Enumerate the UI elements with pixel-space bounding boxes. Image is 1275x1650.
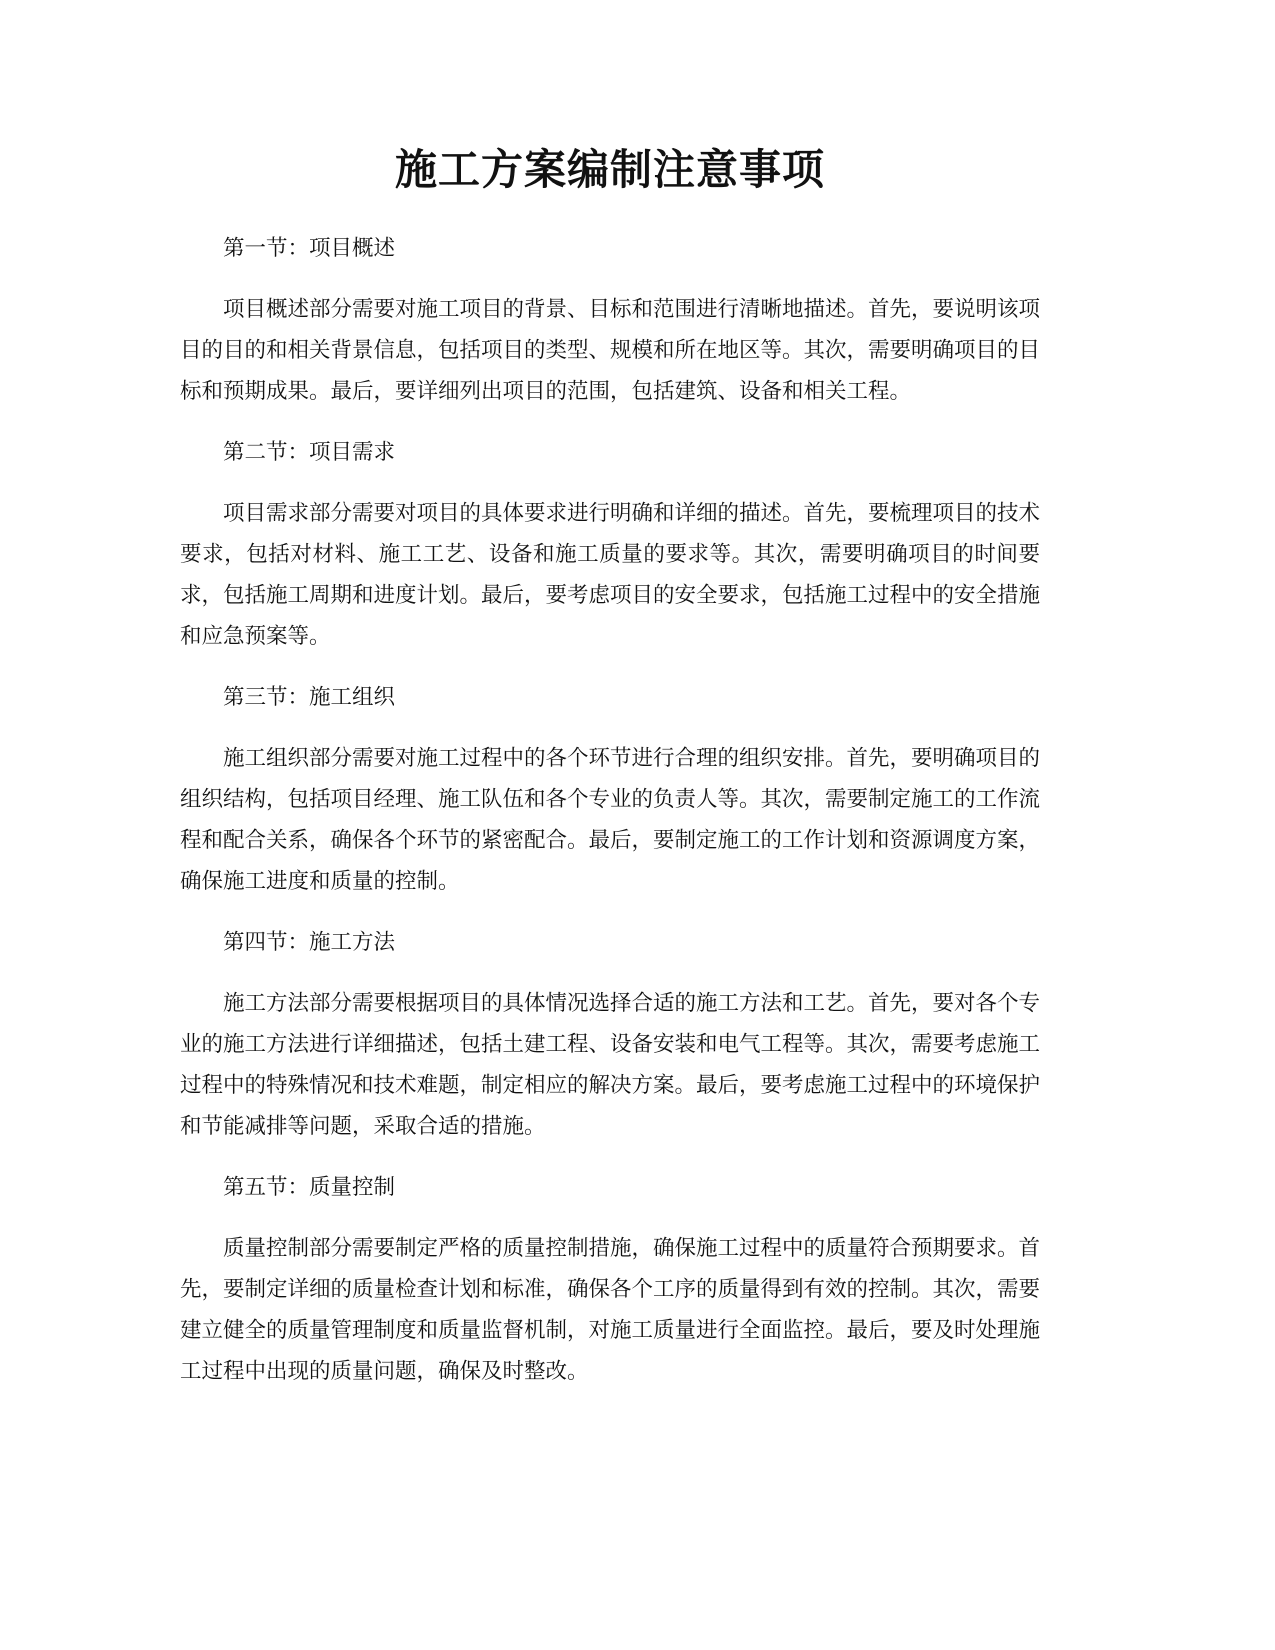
section-methods <box>180 922 1040 1147</box>
section-paragraph: 施工组织部分需要对施工过程中的各个环节进行合理的组织安排。首先，要明确项目的组织结构，包括项目经理、施工队伍和各个专业的负责人等。其次，需要制定施工的工作流程和配合关系，确保各个环节的紧密配合。最后，要制定施工的工作计划和资源调度方案，确保施工进度和质量的控制。 <box>180 746 1041 894</box>
section-heading: 第四节：施工方法 <box>223 930 396 955</box>
section-heading: 第五节：质量控制 <box>223 1175 396 1200</box>
section-paragraph: 项目概述部分需要对施工项目的背景、目标和范围进行清晰地描述。首先，要说明该项目的目的和相关背景信息，包括项目的类型、规模和所在地区等。其次，需要明确项目的目标和预期成果。最后，要详细列出项目的范围，包括建筑、设备和相关工程。 <box>180 297 1041 404</box>
document-title: 施工方案编制注意事项 <box>394 145 825 194</box>
section-organization <box>180 677 1040 902</box>
section-heading: 第二节：项目需求 <box>223 440 396 465</box>
section-paragraph: 施工方法部分需要根据项目的具体情况选择合适的施工方法和工艺。首先，要对各个专业的施工方法进行详细描述，包括土建工程、设备安装和电气工程等。其次，需要考虑施工过程中的特殊情况和技术难题，制定相应的解决方案。最后，要考虑施工过程中的环境保护和节能减排等问题，采取合适的措施。 <box>180 991 1041 1139</box>
section-paragraph: 质量控制部分需要制定严格的质量控制措施，确保施工过程中的质量符合预期要求。首先，要制定详细的质量检查计划和标准，确保各个工序的质量得到有效的控制。其次，需要建立健全的质量管理制度和质量监督机制，对施工质量进行全面监控。最后，要及时处理施工过程中出现的质量问题，确保及时整改。 <box>180 1236 1041 1384</box>
section-requirements <box>180 432 1040 657</box>
section-heading: 第一节：项目概述 <box>223 236 396 261</box>
section-overview <box>180 228 1040 412</box>
section-quality-control <box>180 1167 1040 1392</box>
section-heading: 第三节：施工组织 <box>223 685 396 710</box>
section-paragraph: 项目需求部分需要对项目的具体要求进行明确和详细的描述。首先，要梳理项目的技术要求，包括对材料、施工工艺、设备和施工质量的要求等。其次，需要明确项目的时间要求，包括施工周期和进度计划。最后，要考虑项目的安全要求，包括施工过程中的安全措施和应急预案等。 <box>180 501 1041 649</box>
document-page <box>180 140 1040 1412</box>
